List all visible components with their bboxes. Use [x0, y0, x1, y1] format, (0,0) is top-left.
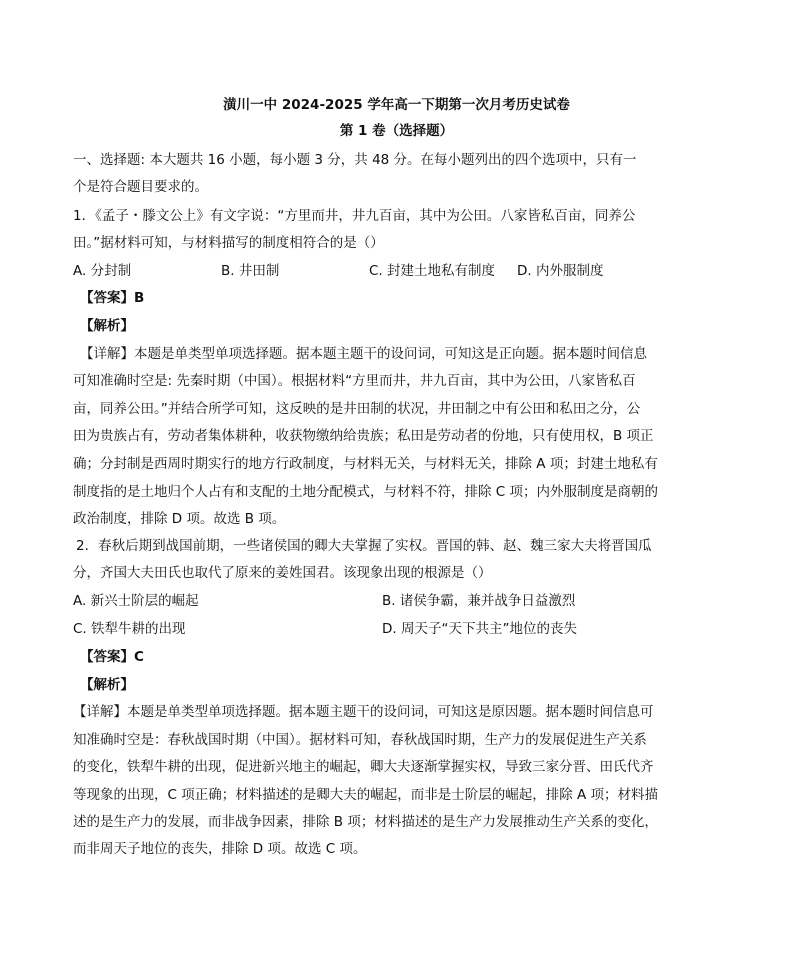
- q1-option-c: C. 封建土地私有制度: [369, 263, 496, 279]
- section-header-line: 个是符合题目要求的。: [73, 179, 208, 195]
- answer-label: 【答案】: [80, 290, 134, 306]
- q1-analysis-label: 【解析】: [80, 318, 134, 334]
- q1-option-d: D. 内外服制度: [517, 263, 604, 279]
- q1-detail-line: 【详解】本题是单类型单项选择题。据本题主题干的设问词，可知这是正向题。据本题时间信息: [80, 346, 647, 362]
- q2-stem-line: 2．春秋后期到战国前期，一些诸侯国的卿大夫掌握了实权。晋国的韩、赵、魏三家大夫将晋国瓜: [76, 538, 652, 554]
- q1-stem-line: 田。”据材料可知，与材料描写的制度相符合的是（）: [73, 235, 384, 251]
- q1-option-b: B. 井田制: [221, 263, 280, 279]
- q1-detail-line: 田为贵族占有，劳动者集体耕种，收获物缴纳给贵族；私田是劳动者的份地，只有使用权，B 项正: [73, 428, 654, 444]
- q2-detail-line: 知准确时空是：春秋战国时期（中国）。据材料可知，春秋战国时期，生产力的发展促进生产关系: [73, 732, 647, 748]
- q2-detail-line: 述的是生产力的发展，而非战争因素，排除 B 项；材料描述的是生产力发展推动生产关系的变化，: [73, 814, 658, 830]
- answer-value: B: [134, 290, 145, 306]
- q2-option-a: A. 新兴士阶层的崛起: [73, 593, 199, 609]
- q1-stem-line: 1．《孟子・滕文公上》有文字说：“方里而井，井九百亩，其中为公田。八家皆私百亩，同养公: [73, 208, 636, 224]
- q1-detail-line: 政治制度，排除 D 项。故选 B 项。: [73, 511, 286, 527]
- q1-detail-line: 可知准确时空是: 先秦时期（中国）。根据材料“方里而井，井九百亩，其中为公田，八家皆私百: [73, 373, 636, 389]
- q1-option-a: A. 分封制: [73, 263, 132, 279]
- q2-option-d: D. 周天子“天下共主”地位的丧失: [382, 621, 577, 637]
- q2-detail-line: 【详解】本题是单类型单项选择题。据本题主题干的设问词，可知这是原因题。据本题时间信息可: [73, 704, 654, 720]
- q2-detail-line: 的变化，铁犁牛耕的出现，促进新兴地主的崛起，卿大夫逐渐掌握实权，导致三家分晋、田氏代齐: [73, 759, 654, 775]
- q2-stem-line: 分，齐国大夫田氏也取代了原来的姜姓国君。该现象出现的根源是（）: [73, 565, 492, 581]
- q1-answer: [80, 289, 144, 307]
- section-header-line: 一、选择题: 本大题共 16 小题，每小题 3 分，共 48 分。在每小题列出的四个选项中，只有一: [73, 152, 637, 168]
- q2-detail-line: 而非周天子地位的丧失，排除 D 项。故选 C 项。: [73, 841, 367, 857]
- answer-label: 【答案】: [80, 649, 134, 665]
- q2-detail-line: 等现象的出现，C 项正确；材料描述的是卿大夫的崛起，而非是士阶层的崛起，排除 A 项；材料描: [73, 787, 659, 803]
- q2-answer: [80, 648, 144, 666]
- exam-title: 潢川一中 2024-2025 学年高一下期第一次月考历史试卷: [223, 97, 570, 113]
- q2-option-c: C. 铁犁牛耕的出现: [73, 621, 186, 637]
- q1-detail-line: 亩，同养公田。”并结合所学可知，这反映的是井田制的状况，井田制之中有公田和私田之分，公: [73, 401, 641, 417]
- q2-option-b: B. 诸侯争霸，兼并战争日益激烈: [382, 593, 576, 609]
- q1-detail-line: 确；分封制是西周时期实行的地方行政制度，与材料无关，与材料无关，排除 A 项；封建土地私有: [73, 456, 658, 472]
- answer-value: C: [134, 649, 144, 665]
- q1-detail-line: 制度指的是土地归个人占有和支配的土地分配模式，与材料不符，排除 C 项；内外服制度是商朝的: [73, 484, 659, 500]
- exam-subtitle: 第 1 卷（选择题）: [339, 123, 454, 139]
- q2-analysis-label: 【解析】: [80, 677, 134, 693]
